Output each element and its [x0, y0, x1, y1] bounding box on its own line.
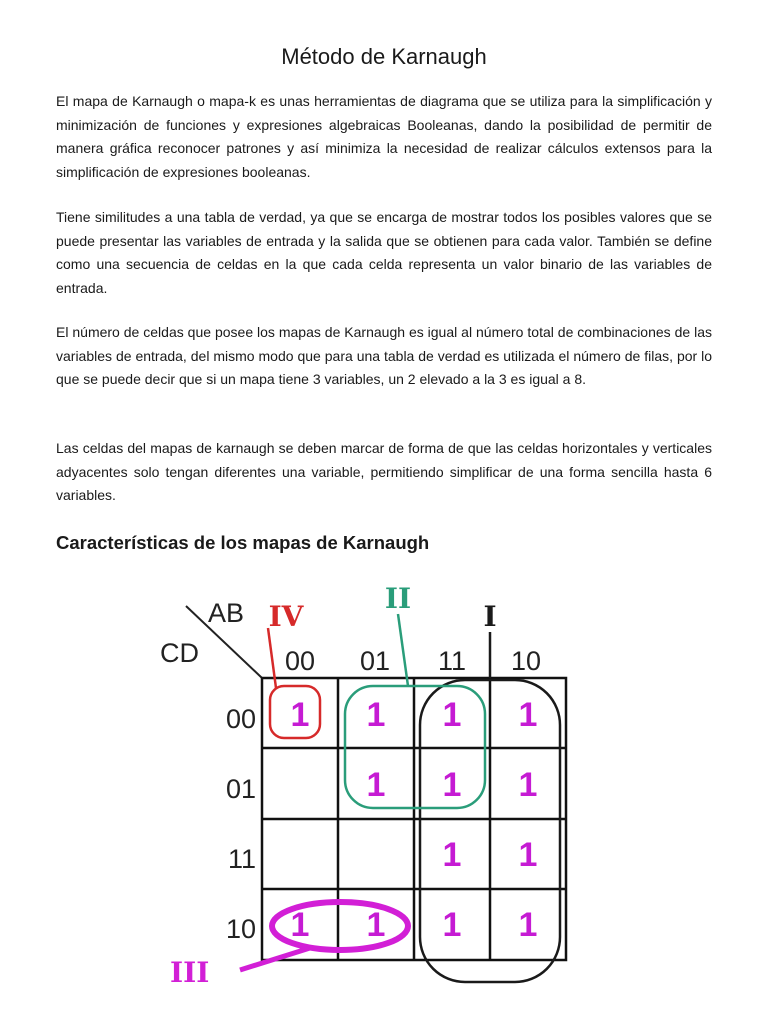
- row-label-01: 01: [225, 774, 256, 804]
- column-label-00: 00: [284, 646, 316, 676]
- row-label-10: 10: [225, 914, 256, 944]
- page-title: Método de Karnaugh: [281, 44, 487, 69]
- cell-r0-c3: 1: [518, 696, 538, 734]
- cell-r1-c3: 1: [518, 766, 538, 804]
- section-heading: Características de los mapas de Karnaugh: [56, 532, 430, 553]
- paragraph-4: Las celdas del mapas de karnaugh se deben marcar de forma de que las celdas horizontales y verticales adyacentes solo tengan diferentes una variable, permitiendo simplificar de una forma sencilla hasta 6 variables.: [56, 440, 712, 503]
- column-variable-label: AB: [208, 598, 245, 628]
- cell-r3-c0: 1: [290, 906, 310, 944]
- group-label-I: I: [483, 600, 497, 633]
- karnaugh-map-figure: [150, 570, 590, 1010]
- cell-r1-c2: 1: [442, 766, 462, 804]
- cell-r1-c1: 1: [366, 766, 386, 804]
- cell-r3-c2: 1: [442, 906, 462, 944]
- karnaugh-map-svg: [150, 570, 590, 1010]
- row-label-11: 11: [227, 844, 256, 874]
- row-label-00: 00: [225, 704, 256, 734]
- column-label-11: 11: [437, 646, 467, 676]
- group-leader-II: [398, 614, 408, 686]
- cell-r3-c3: 1: [518, 906, 538, 944]
- cell-r0-c2: 1: [442, 696, 462, 734]
- group-label-II: II: [384, 582, 412, 615]
- row-variable-label: CD: [160, 638, 199, 668]
- paragraph-1: El mapa de Karnaugh o mapa-k es unas herramientas de diagrama que se utiliza para la simplificación y minimización de funciones y expresiones algebraicas Booleanas, dando la posibilidad de permitir de manera gráfica reconocer patrones y así minimiza la necesidad de realizar cálculos extensos para la simplificación de expresiones booleanas.: [56, 93, 712, 180]
- cell-r0-c0: 1: [290, 696, 310, 734]
- paragraph-3: El número de celdas que posee los mapas de Karnaugh es igual al número total de combinaciones de las variables de entrada, del mismo modo que para una tabla de verdad es utilizada el número de filas, por lo que se puede decir que si un mapa tiene 3 variables, un 2 elevado a la 3 es igual a 8.: [56, 324, 712, 387]
- column-label-10: 10: [510, 646, 542, 676]
- paragraph-2: Tiene similitudes a una tabla de verdad, ya que se encarga de mostrar todos los posibles valores que se puede presentar las variables de entrada y la salida que se obtienen para cada valor. También se define como una secuencia de celdas en la que cada celda representa un valor binario de las variables de entrada.: [56, 209, 712, 296]
- cell-r2-c2: 1: [442, 836, 462, 874]
- group-label-III: III: [170, 956, 210, 989]
- group-label-IV: IV: [268, 600, 304, 633]
- cell-r2-c3: 1: [518, 836, 538, 874]
- cell-r3-c1: 1: [366, 906, 386, 944]
- cell-r0-c1: 1: [366, 696, 386, 734]
- column-label-01: 01: [359, 646, 391, 676]
